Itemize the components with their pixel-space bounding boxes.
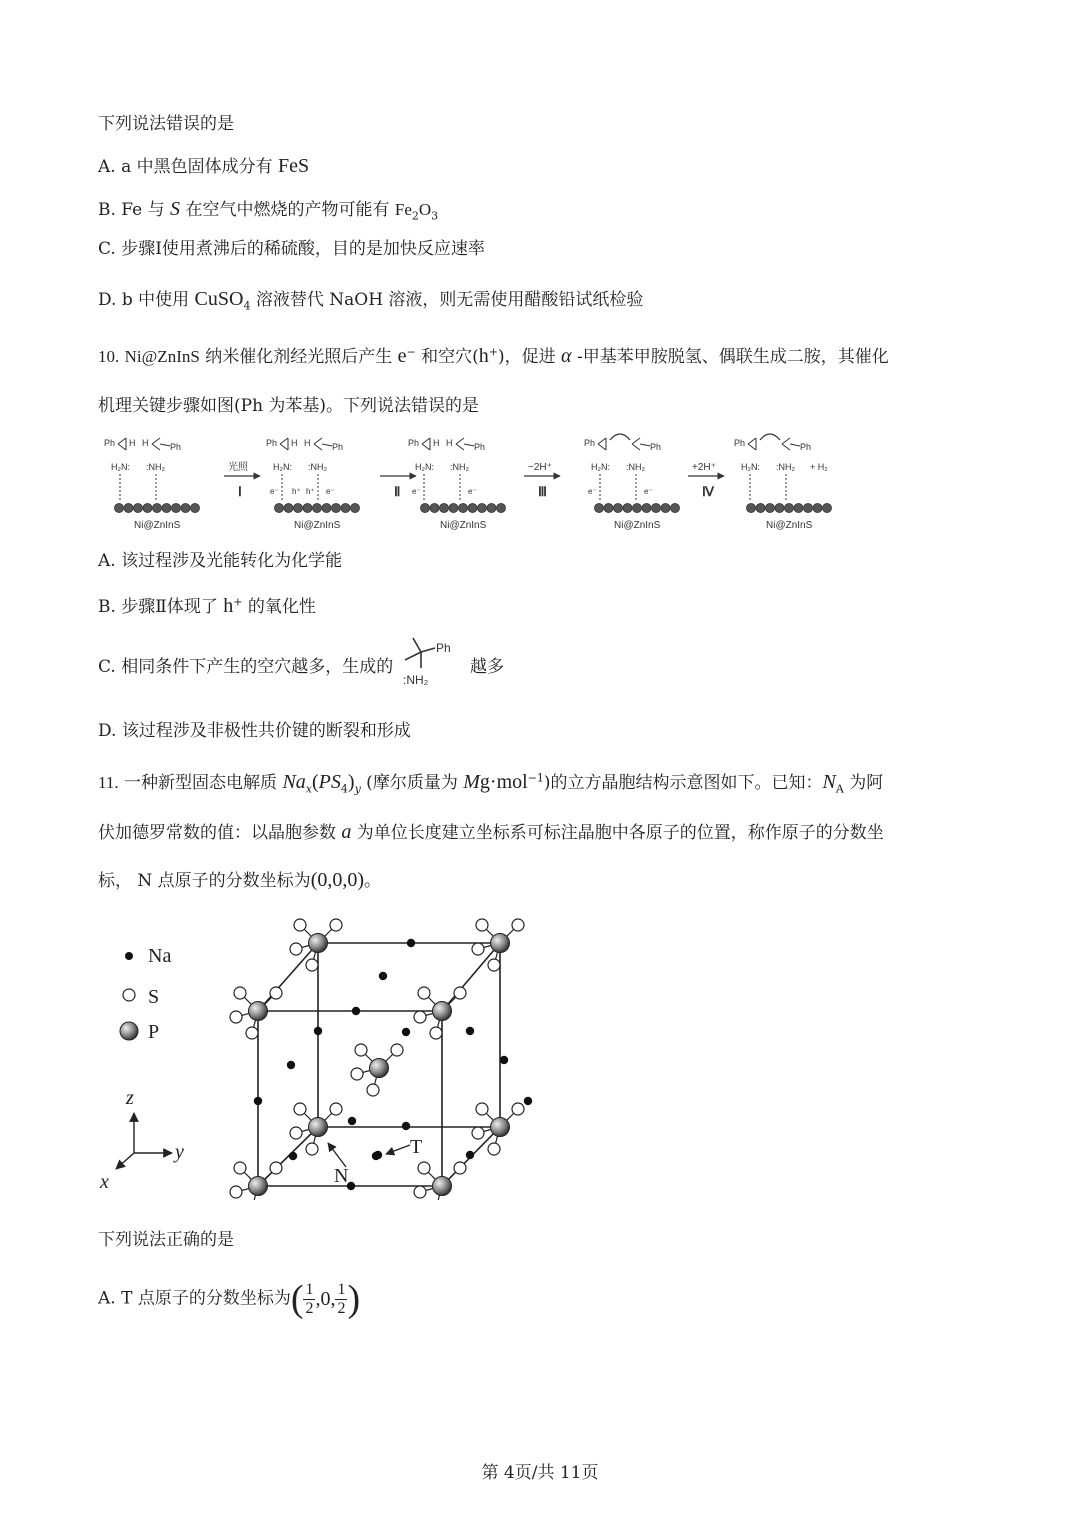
q11-stem-line2 (98, 822, 884, 842)
h-right-0: H (142, 438, 149, 448)
na-atom-0 (407, 939, 415, 947)
p-atom-0 (249, 1002, 268, 1021)
q11-option-a-frac2 (335, 1281, 347, 1317)
h2n-2: H₂N: (415, 462, 434, 472)
bond-e-0 (152, 444, 160, 450)
q9-option-b-text: B. Fe 与 (98, 200, 171, 220)
step-top-4: +2H⁺ (692, 462, 716, 473)
bond-b-4 (748, 444, 756, 450)
q11-t3: g·mol (479, 771, 528, 793)
s-atom-6-2 (330, 1103, 342, 1115)
bond-d-4 (782, 438, 790, 444)
axis-y-label: y (175, 1141, 184, 1163)
na-atom-2 (352, 1007, 360, 1015)
amine-ph-label: Ph (435, 640, 451, 655)
q10-t4: -甲基苯甲胺脱氢、偶联生成二胺，其催化 (571, 347, 889, 367)
s-atom-1-2 (454, 987, 466, 999)
catalyst-bead-2-0 (420, 503, 429, 512)
bond-e-1 (314, 444, 322, 450)
q10-alpha: α (561, 345, 572, 367)
s-atom-7-0 (476, 1103, 488, 1115)
frac1-den: 2 (305, 1299, 314, 1317)
q9-option-b-fe: Fe (394, 200, 412, 219)
t-atom (372, 1152, 380, 1160)
e-left-2: e⁻ (412, 487, 421, 496)
frac2-num: 1 (337, 1280, 346, 1298)
label-n: N (334, 1165, 349, 1187)
q11-ps: PS (318, 771, 341, 793)
cc-bond-3 (610, 434, 630, 440)
catalyst-bead-3-4 (632, 503, 641, 512)
plus-h2: + H₂ (810, 462, 828, 472)
s-atom-0-3 (246, 1027, 258, 1039)
axis-x (116, 1153, 134, 1169)
catalyst-bead-4-6 (803, 503, 812, 512)
q10-option-b-sup: + (233, 595, 243, 609)
q11-na: Na (282, 771, 306, 793)
amine-nh2-label: :NH₂ (402, 672, 428, 687)
q11-option-a-paren-close: ) (347, 1278, 361, 1320)
catalyst-bead-2-1 (430, 503, 439, 512)
q10-option-a: A. 该过程涉及光能转化为化学能 (98, 551, 343, 571)
e-right-1: e⁻ (326, 487, 335, 496)
q10-t2: 和空穴( (415, 347, 479, 367)
nh2-2: :NH₂ (450, 462, 469, 472)
p-atom-3 (433, 1177, 452, 1196)
h-left-0: H (129, 438, 136, 448)
catalyst-bead-3-6 (651, 503, 660, 512)
s-atom-1-3 (430, 1027, 442, 1039)
na-atom-4 (466, 1027, 474, 1035)
catalyst-bead-1-1 (284, 503, 293, 512)
catalyst-bead-3-3 (623, 503, 632, 512)
q10-h-sup: + (488, 345, 498, 359)
na-atom-3 (314, 1027, 322, 1035)
s-atom-7-2 (512, 1103, 524, 1115)
s-atom-3-0 (418, 1162, 430, 1174)
catalyst-bead-4-3 (775, 503, 784, 512)
q11-line2-post: 为单位长度建立坐标系可标注晶胞中各原子的位置，称作原子的分数坐 (351, 823, 884, 843)
s-atom-6-1 (290, 1127, 302, 1139)
ph-left-0: Ph (104, 438, 116, 448)
q9-option-a (98, 156, 309, 176)
bond-d-3 (632, 438, 640, 444)
s-atom-1-0 (418, 987, 430, 999)
label-t: T (410, 1136, 423, 1158)
s-atom-5-0 (476, 919, 488, 931)
h-left-1: H (291, 438, 298, 448)
bond-e-3 (632, 444, 640, 450)
s-atom-8-1 (351, 1068, 363, 1080)
p-atom-6 (309, 1118, 328, 1137)
q10-mechanism-scheme (98, 432, 858, 537)
bond-f-4 (790, 444, 800, 446)
q9-option-d-cuso: CuSO (194, 288, 244, 310)
q11-line3-post: 。 (364, 871, 382, 891)
s-atom-2-0 (234, 1162, 246, 1174)
bond-b-2 (422, 444, 430, 450)
q11-na-sub: A (835, 782, 844, 796)
cc-bond-4 (760, 434, 780, 440)
legend-na-label: Na (148, 945, 172, 967)
axis-x-label: x (100, 1171, 109, 1193)
bond-d-0 (152, 438, 160, 444)
s-atom-0-1 (230, 1011, 242, 1023)
catalyst-bead-1-4 (312, 503, 321, 512)
h-left-2: H (433, 438, 440, 448)
frac2-den: 2 (337, 1299, 346, 1317)
catalyst-label-1: Ni@ZnInS (294, 520, 341, 531)
ph-left-2: Ph (408, 438, 420, 448)
s-atom-3-1 (414, 1186, 426, 1198)
q10-option-d: D. 该过程涉及非极性共价键的断裂和形成 (98, 721, 411, 741)
p-atom-7 (491, 1118, 510, 1137)
q10-option-b-h: h (223, 595, 234, 617)
h2n-1: H₂N: (273, 462, 292, 472)
q11-sup: −1 (527, 771, 544, 785)
s-atom-3-2 (454, 1162, 466, 1174)
q11-x: x (305, 782, 312, 796)
q9-option-a-formula: FeS (278, 155, 310, 177)
s-atom-6-3 (306, 1143, 318, 1155)
catalyst-bead-0-7 (181, 503, 190, 512)
s-atom-8-2 (391, 1044, 403, 1056)
q10-stem-line1 (98, 346, 889, 366)
q11-option-a-frac1 (303, 1281, 315, 1317)
catalyst-bead-0-5 (162, 503, 171, 512)
catalyst-bead-2-4 (458, 503, 467, 512)
legend-na-dot (125, 952, 133, 960)
bond-a-4 (748, 438, 756, 444)
na-atom-14 (466, 1151, 474, 1159)
q9-option-b-sub3: 3 (431, 209, 439, 223)
q10-option-b-post: 的氧化性 (242, 597, 316, 617)
catalyst-bead-3-1 (604, 503, 613, 512)
s-atom-5-1 (472, 943, 484, 955)
q9-option-b-o: O (418, 200, 432, 219)
q11-option-a (98, 1280, 360, 1318)
catalyst-label-2: Ni@ZnInS (440, 520, 487, 531)
s-atom-2-2 (270, 1162, 282, 1174)
na-atom-12 (289, 1152, 297, 1160)
h2n-0: H₂N: (111, 462, 130, 472)
catalyst-bead-3-2 (613, 503, 622, 512)
amine-structure-icon (401, 634, 463, 696)
step-top-1: 光照 (228, 462, 248, 473)
q9-option-d-sub4: 4 (243, 299, 251, 313)
catalyst-bead-1-2 (293, 503, 302, 512)
bond-d-1 (314, 438, 322, 444)
q10-option-b (98, 596, 316, 616)
ph-right-1: Ph (332, 442, 344, 452)
s-atom-5-2 (512, 919, 524, 931)
catalyst-bead-3-5 (642, 503, 651, 512)
step-num-4: Ⅳ (702, 484, 714, 499)
na-atom-9 (348, 1117, 356, 1125)
na-atom-1 (379, 972, 387, 980)
catalyst-bead-4-2 (765, 503, 774, 512)
catalyst-bead-1-0 (274, 503, 283, 512)
catalyst-bead-4-4 (784, 503, 793, 512)
catalyst-bead-2-2 (439, 503, 448, 512)
q11-t2: (摩尔质量为 (360, 773, 464, 793)
na-atom-10 (524, 1097, 532, 1105)
catalyst-bead-2-3 (449, 503, 458, 512)
q11-m: M (463, 771, 480, 793)
q11-t1: 一种新型固态电解质 (118, 773, 283, 793)
q10-catalyst: Ni@ZnInS (124, 347, 200, 366)
frac1-num: 1 (305, 1280, 314, 1298)
q11-t5: 为阿 (843, 773, 884, 793)
catalyst-bead-0-6 (171, 503, 180, 512)
q11-stem-line3 (98, 870, 381, 890)
bond-f-0 (160, 444, 170, 446)
bond-f-3 (640, 444, 650, 446)
q11-line3-pre: 标， N 点原子的分数坐标为 (98, 871, 311, 891)
catalyst-bead-0-2 (133, 503, 142, 512)
q11-option-a-paren-open: ( (290, 1278, 304, 1320)
q9-stem: 下列说法错误的是 (98, 114, 234, 134)
na-atom-8 (402, 1028, 410, 1036)
catalyst-bead-0-0 (114, 503, 123, 512)
ph-right-3: Ph (650, 442, 662, 452)
q10-option-c-text: C. 相同条件下产生的空穴越多，生成的 (98, 657, 394, 677)
s-atom-0-0 (234, 987, 246, 999)
catalyst-bead-2-5 (468, 503, 477, 512)
bond-f-1 (322, 444, 332, 446)
q9-option-b-s: S (170, 198, 181, 220)
p-atom-1 (433, 1002, 452, 1021)
catalyst-bead-3-8 (670, 503, 679, 512)
s-atom-7-3 (488, 1143, 500, 1155)
na-atom-6 (500, 1056, 508, 1064)
q10-option-c (98, 640, 505, 687)
step-num-3: Ⅲ (538, 484, 547, 499)
s-atom-4-2 (330, 919, 342, 931)
ph-right-2: Ph (474, 442, 486, 452)
catalyst-bead-4-0 (746, 503, 755, 512)
h2n-3: H₂N: (591, 462, 610, 472)
catalyst-bead-4-8 (822, 503, 831, 512)
catalyst-bead-2-8 (496, 503, 505, 512)
catalyst-bead-4-5 (794, 503, 803, 512)
q11-t4: )的立方晶胞结构示意图如下。已知： (543, 773, 823, 793)
q11-a-var: a (341, 821, 352, 843)
p-atom-5 (491, 934, 510, 953)
cell-edge-8 (258, 943, 318, 1011)
catalyst-bead-3-7 (661, 503, 670, 512)
catalyst-bead-1-5 (322, 503, 331, 512)
q10-option-b-text: B. 步骤Ⅱ体现了 (98, 597, 224, 617)
step-num-2: Ⅱ (394, 484, 401, 499)
q9-option-b-mid: 在空气中燃烧的产物可能有 (180, 200, 395, 220)
nh2-3: :NH₂ (626, 462, 645, 472)
bond-e-4 (782, 444, 790, 450)
catalyst-bead-2-6 (477, 503, 486, 512)
n-pointer (328, 1143, 346, 1167)
h2n-4: H₂N: (741, 462, 760, 472)
s-atom-4-1 (290, 943, 302, 955)
q11-stem-line1 (98, 772, 883, 794)
catalyst-label-3: Ni@ZnInS (614, 520, 661, 531)
s-atom-8-0 (355, 1044, 367, 1056)
q10-t1: 纳米催化剂经光照后产生 (199, 347, 398, 367)
nh2-1: :NH₂ (308, 462, 327, 472)
e-right-3: e⁻ (644, 487, 653, 496)
p-atom-2 (249, 1177, 268, 1196)
cell-edge-9 (442, 943, 500, 1011)
legend-s-label: S (148, 986, 160, 1008)
q9-option-b (98, 199, 438, 221)
s-atom-7-1 (472, 1127, 484, 1139)
q11-option-a-zero: ,0, (315, 1288, 336, 1310)
axis-z-label: z (126, 1087, 134, 1109)
nh2-0: :NH₂ (146, 462, 165, 472)
q9-option-b-sub2: 2 (411, 209, 419, 223)
h-plus-right-1: h⁺ (306, 487, 315, 496)
bond-a-1 (280, 438, 288, 444)
catalyst-label-0: Ni@ZnInS (134, 520, 181, 531)
ph-left-3: Ph (584, 438, 596, 448)
step-top-3: −2H⁺ (528, 462, 552, 473)
s-atom-4-3 (306, 959, 318, 971)
bond-b-0 (118, 444, 126, 450)
q11-stem2: 下列说法正确的是 (98, 1230, 234, 1250)
na-atom-5 (287, 1061, 295, 1069)
q10-e-sup: − (406, 345, 416, 359)
q11-paren-close: ) (347, 771, 355, 793)
catalyst-bead-0-1 (124, 503, 133, 512)
catalyst-bead-1-7 (341, 503, 350, 512)
catalyst-bead-0-4 (152, 503, 161, 512)
q10-e: e (397, 345, 407, 367)
s-atom-4-0 (294, 919, 306, 931)
s-atom-6-0 (294, 1103, 306, 1115)
q11-number: 11. (98, 773, 119, 792)
catalyst-bead-2-7 (487, 503, 496, 512)
s-atom-5-3 (488, 959, 500, 971)
q9-option-d-post: 溶液替代 NaOH 溶液，则无需使用醋酸铅试纸检验 (250, 290, 644, 310)
legend-s-dot (123, 989, 135, 1001)
bond-b-1 (280, 444, 288, 450)
q11-y: y (354, 782, 361, 796)
q11-sub4: 4 (340, 782, 348, 796)
page-footer: 第 4页/共 11页 (481, 1463, 599, 1483)
catalyst-bead-1-3 (303, 503, 312, 512)
q9-option-d (98, 289, 643, 311)
crystal-cell-diagram (98, 905, 558, 1200)
p-atom-8 (370, 1059, 389, 1078)
na-atom-11 (402, 1122, 410, 1130)
bond-a-3 (598, 438, 606, 444)
p-atom-4 (309, 934, 328, 953)
s-atom-8-3 (367, 1084, 379, 1096)
q9-option-c: C. 步骤Ⅰ使用煮沸后的稀硫酸，目的是加快反应速率 (98, 239, 485, 259)
q10-option-c-post: 越多 (470, 657, 505, 677)
h-right-1: H (304, 438, 311, 448)
s-atom-1-1 (414, 1011, 426, 1023)
bond-a-2 (422, 438, 430, 444)
catalyst-bead-0-3 (143, 503, 152, 512)
catalyst-bead-1-8 (350, 503, 359, 512)
ph-right-4: Ph (800, 442, 812, 452)
legend-p-label: P (148, 1021, 160, 1043)
bond-d-2 (456, 438, 464, 444)
q10-stem-line2: 机理关键步骤如图(Ph 为苯基)。下列说法错误的是 (98, 396, 480, 416)
t-pointer (386, 1145, 410, 1154)
bond-f-2 (464, 444, 474, 446)
e-left-3: e⁻ (588, 487, 597, 496)
q11-na-const: N (822, 771, 836, 793)
q11-option-a-text: A. T 点原子的分数坐标为 (98, 1288, 291, 1309)
q9-option-a-text: A. a 中黑色固体成分有 (98, 157, 279, 177)
q11-line3-coord: (0,0,0) (310, 869, 365, 891)
bond-b-3 (598, 444, 606, 450)
q10-h: h (478, 345, 489, 367)
na-atom-7 (254, 1097, 262, 1105)
catalyst-label-4: Ni@ZnInS (766, 520, 813, 531)
legend-p-dot (120, 1022, 138, 1040)
catalyst-bead-3-0 (594, 503, 603, 512)
h-plus-left-1: h⁺ (292, 487, 301, 496)
catalyst-bead-4-1 (756, 503, 765, 512)
bond-a-0 (118, 438, 126, 444)
q11-line2-pre: 伏加德罗常数的值：以晶胞参数 (98, 823, 342, 843)
ph-left-4: Ph (734, 438, 746, 448)
e-left-1: e⁻ (270, 487, 279, 496)
ph-right-0: Ph (170, 442, 182, 452)
s-atom-0-2 (270, 987, 282, 999)
catalyst-bead-4-7 (813, 503, 822, 512)
ph-left-1: Ph (266, 438, 278, 448)
bond-e-2 (456, 444, 464, 450)
e-right-2: e⁻ (468, 487, 477, 496)
catalyst-bead-1-6 (331, 503, 340, 512)
step-num-1: Ⅰ (238, 484, 242, 499)
q11-paren-open: ( (312, 771, 319, 793)
nh2-4: :NH₂ (776, 462, 795, 472)
q10-t3: )，促进 (498, 347, 562, 367)
q9-option-d-text: D. b 中使用 (98, 290, 195, 310)
catalyst-bead-0-8 (190, 503, 199, 512)
s-atom-2-1 (230, 1186, 242, 1198)
h-right-2: H (446, 438, 453, 448)
q10-number: 10. (98, 347, 120, 366)
